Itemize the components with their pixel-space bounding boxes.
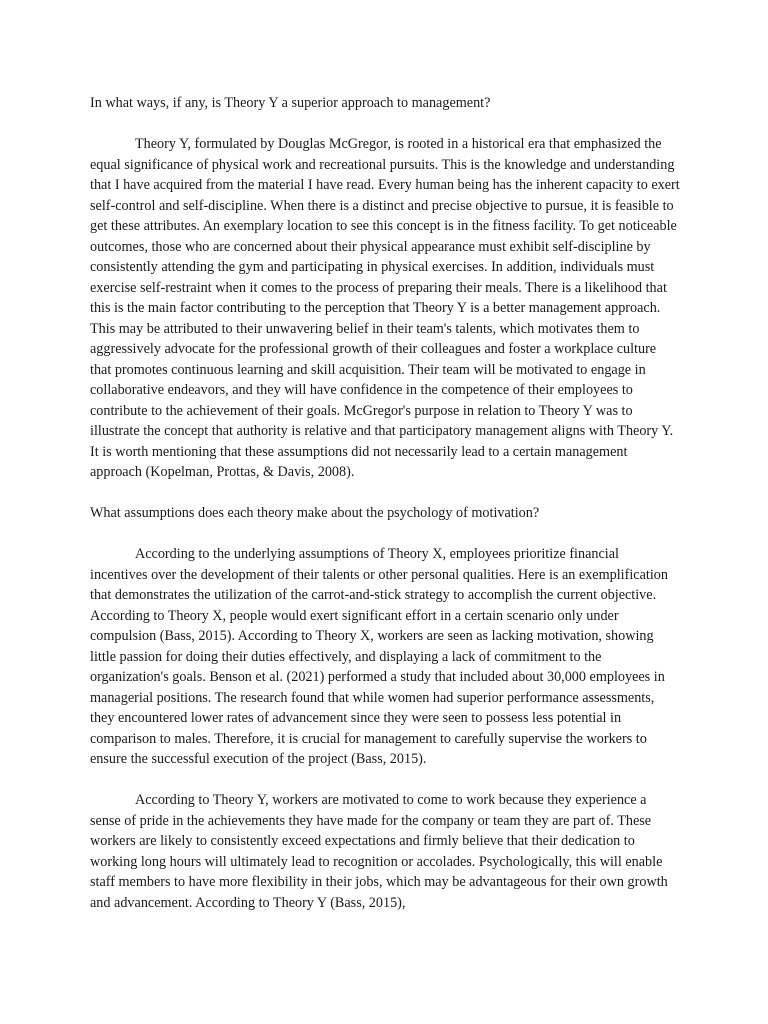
paragraph-theory-y-assumptions: According to Theory Y, workers are motivated to come to work because they experience a sense of pride in the achievements they have made for the company or team they are part of. These workers are likely to consistently exceed expectations and firmly believe that their dedication to working long hours will ultimately lead to recognition or accolades. Psychologically, this will enable staff members to have more flexibility in their jobs, which may be advantageous for their own growth and advancement. According to Theory Y (Bass, 2015), [90, 792, 668, 911]
question-heading-1: In what ways, if any, is Theory Y a superior approach to management? [90, 95, 491, 111]
question-heading-2: What assumptions does each theory make about the psychology of motivation? [90, 505, 540, 521]
paragraph-theory-x-assumptions: According to the underlying assumptions of Theory X, employees prioritize financial incentives over the development of their talents or other personal qualities. Here is an exemplification that demonstrates the utilization of the carrot-and-stick strategy to accomplish the current objective. According to Theory X, people would exert significant effort in a certain scenario only under compulsion (Bass, 2015). According to Theory X, workers are seen as lacking motivation, showing little passion for doing their duties effectively, and displaying a lack of commitment to the organization's goals. Benson et al. (2021) performed a study that included about 30,000 employees in managerial positions. The research found that while women had superior performance assessments, they encountered lower rates of advancement since they were seen to possess less potential in comparison to males. Therefore, it is crucial for management to carefully supervise the workers to ensure the successful execution of the project (Bass, 2015). [90, 546, 668, 767]
document-body [90, 93, 680, 934]
paragraph-theory-y-superiority: Theory Y, formulated by Douglas McGregor, is rooted in a historical era that emphasized the equal significance of physical work and recreational pursuits. This is the knowledge and understanding that I have acquired from the material I have read. Every human being has the inherent capacity to exert self-control and self-discipline. When there is a distinct and precise objective to pursue, it is feasible to get these attributes. An exemplary location to see this concept is in the fitness facility. To get noticeable outcomes, those who are concerned about their physical appearance must exhibit self-discipline by consistently attending the gym and participating in physical exercises. In addition, individuals must exercise self-restraint when it comes to the process of preparing their meals. There is a likelihood that this is the main factor contributing to the perception that Theory Y is a better management approach. This may be attributed to their unwavering belief in their team's talents, which motivates them to aggressively advocate for the professional growth of their colleagues and foster a workplace culture that promotes continuous learning and skill acquisition. Their team will be motivated to engage in collaborative endeavors, and they will have confidence in the competence of their employees to contribute to the achievement of their goals. McGregor's purpose in relation to Theory Y was to illustrate the concept that authority is relative and that participatory management aligns with Theory Y. It is worth mentioning that these assumptions did not necessarily lead to a certain management approach (Kopelman, Prottas, & Davis, 2008). [90, 136, 680, 480]
